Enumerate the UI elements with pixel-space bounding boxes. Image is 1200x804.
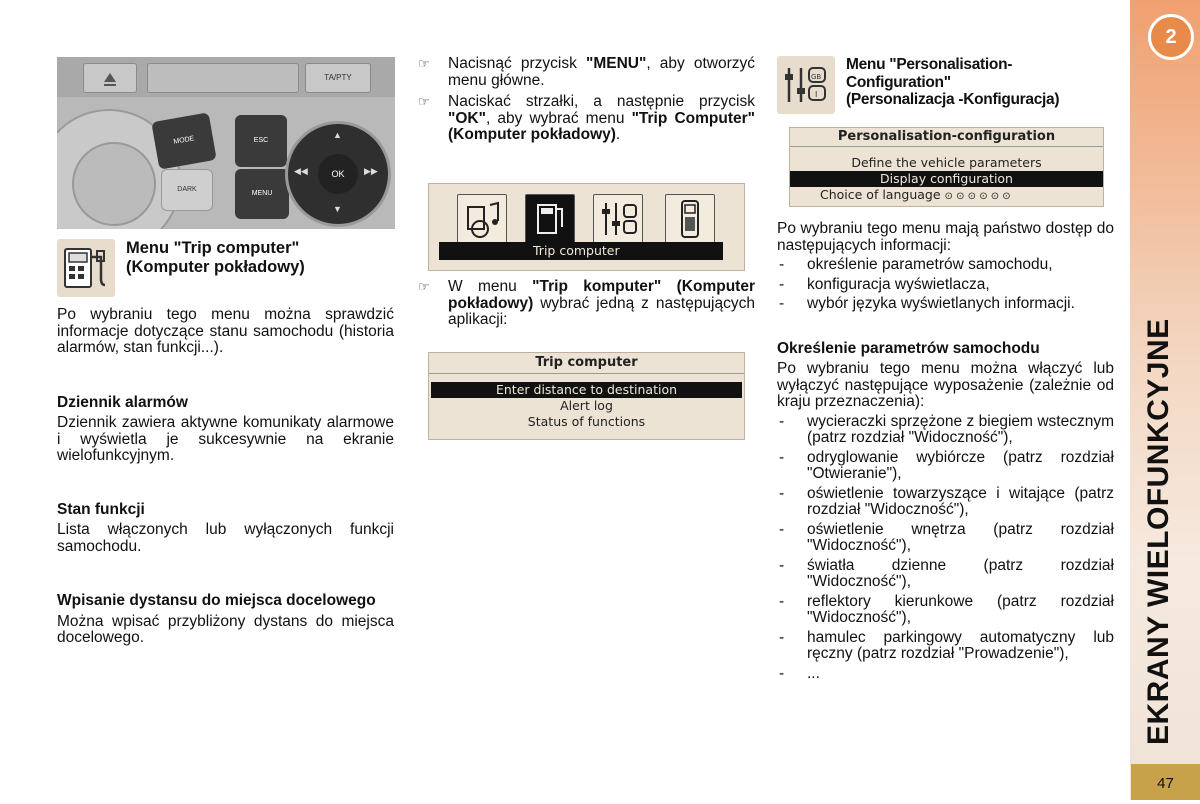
control-panel-photo (57, 57, 395, 229)
trip-computer-screen (428, 352, 745, 440)
main-menu-screen (428, 183, 745, 271)
navigation-pad (285, 121, 391, 227)
section-text-alarm-log: Dziennik zawiera aktywne komunikaty alarmowe i wyświetla je sukcesywnie na ekranie wielofunkcyjnym. (57, 414, 394, 464)
left-column-text (57, 307, 394, 647)
trip-screen-title: Trip computer (429, 354, 744, 374)
list-item: - reflektory kierunkowe (patrz rozdział "Widoczność"), (777, 594, 1114, 627)
personalisation-screen-title: Personalisation-configuration (790, 128, 1103, 147)
page-number: 47 (1131, 764, 1200, 800)
section-text-status: Lista włączonych lub wyłączonych funkcji samochodu. (57, 521, 394, 555)
row-display-configuration: Display configuration (790, 171, 1103, 187)
heading-line-2: Configuration" (846, 73, 951, 91)
right-intro: Po wybraniu tego menu mają państwo dostęp do następujących informacji: (777, 220, 1114, 254)
row-choice-of-language: Choice of language ⊙ ⊙ ⊙ ⊙ ⊙ ⊙ (820, 187, 1011, 202)
equipment-list (777, 414, 1114, 683)
phone-icon (665, 194, 715, 244)
section-title-distance: Wpisanie dystansu do miejsca docelowego (57, 592, 376, 609)
trip-computer-heading (126, 239, 386, 277)
trip-row-status: Status of functions (527, 414, 646, 429)
heading-line-3: (Personalizacja -Konfiguracja) (846, 91, 1060, 108)
dark-button: DARK (161, 169, 213, 211)
step-press-menu: ☞ Nacisnąć przycisk "MENU", aby otworzyć menu główne. (418, 55, 755, 89)
ta-pty-button: TA/PTY (305, 63, 371, 93)
chapter-title: EKRANY WIELOFUNKCYJNE (1142, 318, 1175, 745)
volume-knob-inner (72, 142, 156, 226)
esc-button: ESC (235, 115, 287, 167)
personalisation-icon (777, 56, 835, 114)
list-item: - wybór języka wyświetlanych informacji. (777, 296, 1114, 313)
heading-line-1: Menu "Personalisation- (846, 56, 1013, 73)
chapter-number-badge: 2 (1148, 14, 1194, 60)
pointing-hand-icon: ☞ (418, 94, 430, 109)
section-text-vehicle-parameters: Po wybraniu tego menu można włączyć lub wyłączyć następujące wyposażenie (zależnie od kraju przeznaczenia): (777, 360, 1114, 410)
cd-slot (147, 63, 299, 93)
trip-row-distance: Enter distance to destination (431, 382, 742, 398)
personalisation-screen (789, 127, 1104, 207)
main-menu-selected-label: Trip computer (439, 242, 723, 260)
list-item: - odryglowanie wybiórcze (patrz rozdział "Otwieranie"), (777, 450, 1114, 483)
right-column-text (777, 221, 1114, 682)
language-flags-icons: ⊙ ⊙ ⊙ ⊙ ⊙ ⊙ (944, 191, 1011, 202)
list-item: - światła dzienne (patrz rozdział "Widoczność"), (777, 558, 1114, 591)
info-list (777, 257, 1114, 313)
list-item: - hamulec parkingowy automatyczny lub ręczny (patrz rozdział "Prowadzenie"), (777, 630, 1114, 663)
personalisation-heading (846, 56, 1106, 109)
trip-row-alert-log: Alert log (560, 398, 613, 413)
trip-computer-icon (57, 239, 115, 297)
svg-text:I: I (815, 90, 818, 99)
section-title-status: Stan funkcji (57, 500, 145, 518)
heading-line-2: (Komputer pokładowy) (126, 258, 305, 276)
arrow-up-icon: ▲ (333, 130, 342, 140)
arrow-down-icon: ▼ (333, 204, 342, 214)
heading-line-1: Menu "Trip computer" (126, 239, 300, 257)
intro-paragraph: Po wybraniu tego menu można sprawdzić informacje dotyczące stanu samochodu (historia alarmów, stan funkcji...). (57, 306, 394, 356)
svg-text:GB: GB (811, 73, 822, 81)
arrow-right-icon: ▶▶ (364, 166, 378, 176)
list-item: - wycieraczki sprzężone z biegiem wstecznym (patrz rozdział "Widoczność"), (777, 414, 1114, 447)
list-item: - ... (777, 666, 1114, 683)
row-define-parameters: Define the vehicle parameters (851, 155, 1042, 170)
ok-button: OK (318, 154, 358, 194)
eject-button (83, 63, 137, 93)
pointing-hand-icon: ☞ (418, 56, 430, 71)
list-item: - oświetlenie towarzyszące i witające (patrz rozdział "Widoczność"), (777, 486, 1114, 519)
list-item: - określenie parametrów samochodu, (777, 257, 1114, 274)
settings-icon (593, 194, 643, 244)
pointing-hand-icon: ☞ (418, 279, 430, 294)
section-title-alarm-log: Dziennik alarmów (57, 393, 188, 411)
mode-button: MODE (151, 112, 216, 169)
middle-steps-1 (418, 56, 755, 144)
step-select-application: ☞ W menu "Trip komputer" (Komputer pokładowy) wybrać jedną z następujących aplikacji: (418, 278, 755, 328)
middle-step-3 (418, 279, 755, 329)
section-text-distance: Można wpisać przybliżony dystans do miejsca docelowego. (57, 612, 394, 646)
list-item: - oświetlenie wnętrza (patrz rozdział "Widoczność"), (777, 522, 1114, 555)
media-icon (457, 194, 507, 244)
step-press-ok: ☞ Naciskać strzałki, a następnie przycisk "OK", aby wybrać menu "Trip Computer" (Komputer pokładowy). (418, 93, 755, 143)
section-title-vehicle-parameters: Określenie parametrów samochodu (777, 339, 1040, 357)
list-item: - konfiguracja wyświetlacza, (777, 277, 1114, 294)
arrow-left-icon: ◀◀ (294, 166, 308, 176)
menu-button: MENU (235, 169, 289, 219)
eject-icon (84, 64, 136, 92)
